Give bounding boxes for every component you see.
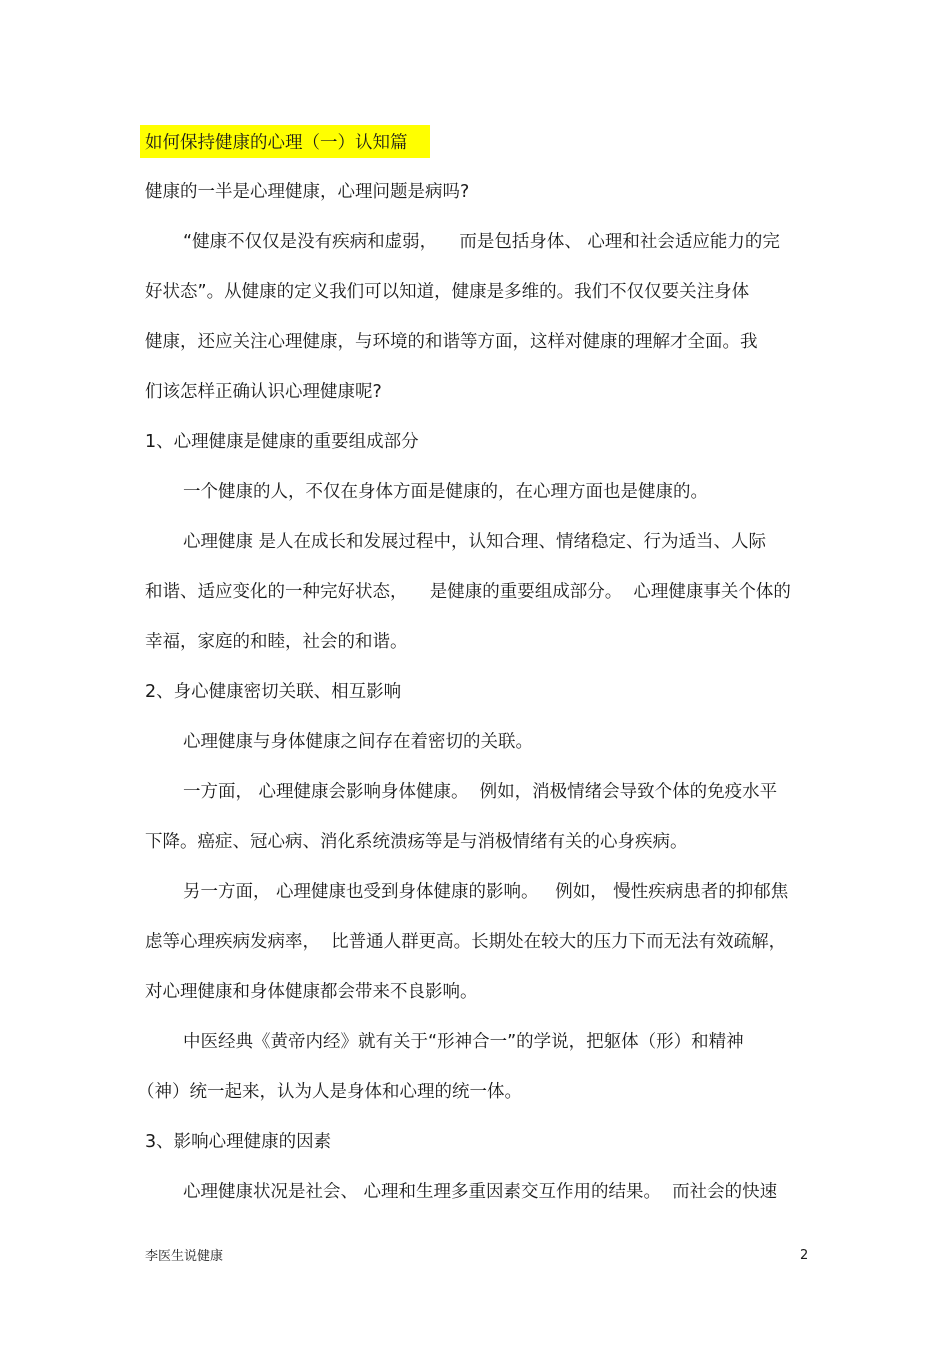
paragraph-line: 下降。癌症、冠心病、消化系统溃疡等是与消极情绪有关的心身疾病。 [145,832,688,852]
section-heading-3: 3、影响心理健康的因素 [145,1132,332,1152]
paragraph-line: 心理健康状况是社会、 心理和生理多重因素交互作用的结果。 而社会的快速 [183,1182,778,1202]
paragraph-line: 一方面， 心理健康会影响身体健康。 例如，消极情绪会导致个体的免疫水平 [183,782,778,802]
section-heading-2: 2、身心健康密切关联、相互影响 [145,682,402,702]
paragraph-line: 心理健康与身体健康之间存在着密切的关联。 [183,732,533,752]
paragraph-line: 虑等心理疾病发病率， 比普通人群更高。长期处在较大的压力下而无法有效疏解， [145,932,787,952]
paragraph-line: （神）统一起来，认为人是身体和心理的统一体。 [137,1082,522,1102]
paragraph-line: 一个健康的人，不仅在身体方面是健康的，在心理方面也是健康的。 [183,482,708,502]
paragraph-line: 们该怎样正确认识心理健康呢? [145,382,382,402]
paragraph-line: “健康不仅仅是没有疾病和虚弱， 而是包括身体、 心理和社会适应能力的完 [183,232,780,252]
paragraph-line: 心理健康 是人在成长和发展过程中，认知合理、情绪稳定、行为适当、人际 [183,532,767,552]
paragraph-line: 好状态”。从健康的定义我们可以知道，健康是多维的。我们不仅仅要关注身体 [145,282,750,302]
section-heading-1: 1、心理健康是健康的重要组成部分 [145,432,419,452]
page-number: 2 [800,1248,809,1263]
footer-author: 李医生说健康 [145,1249,224,1264]
paragraph-line: 和谐、适应变化的一种完好状态， 是健康的重要组成部分。 心理健康事关个体的 [145,582,791,602]
paragraph-line: 对心理健康和身体健康都会带来不良影响。 [145,982,478,1002]
document-title: 如何保持健康的心理（一）认知篇 [145,133,408,153]
paragraph-line: 另一方面， 心理健康也受到身体健康的影响。 例如， 慢性疾病患者的抑郁焦 [183,882,789,902]
paragraph-line: 幸福，家庭的和睦，社会的和谐。 [145,632,408,652]
paragraph-line: 中医经典《黄帝内经》就有关于“形神合一”的学说，把躯体（形）和精神 [183,1032,744,1052]
intro-question: 健康的一半是心理健康，心理问题是病吗? [145,182,470,202]
paragraph-line: 健康，还应关注心理健康，与环境的和谐等方面，这样对健康的理解才全面。我 [145,332,758,352]
